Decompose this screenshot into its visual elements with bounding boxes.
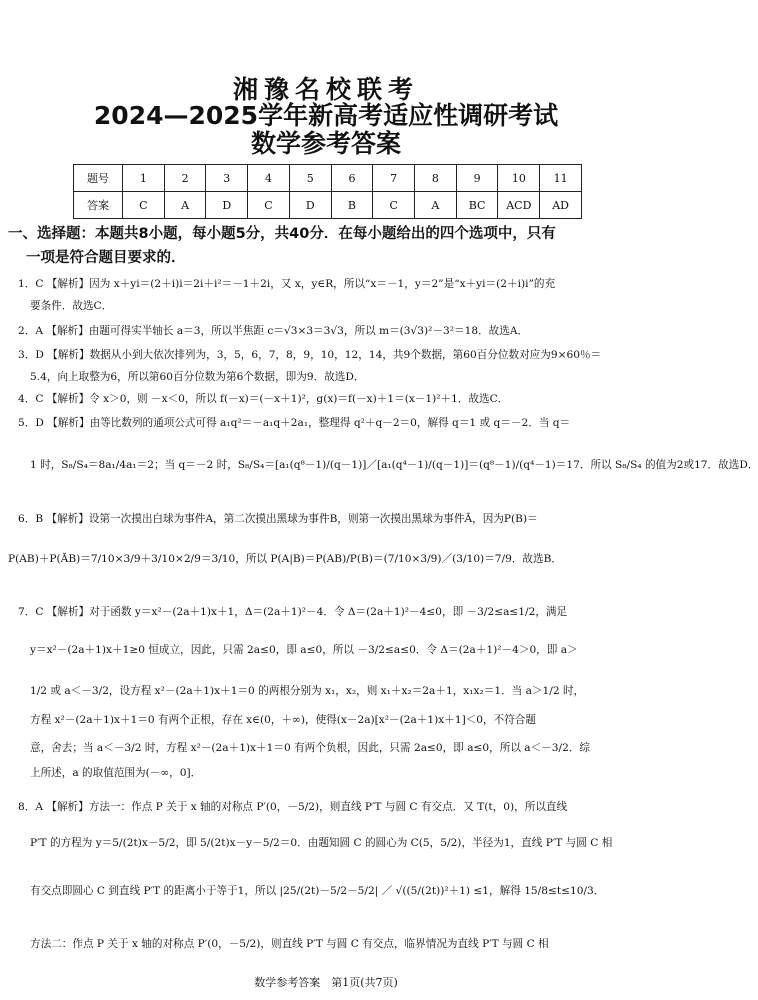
solution-7-line: y＝x²－(2a＋1)x＋1≥0 恒成立，因此，只需 2a≤0，即 a≤0，所以 －3/2≤a≤0．令 Δ＝(2a＋1)²－4＞0，即 a＞ (30, 644, 578, 656)
solution-3-line: 5.4，向上取整为6，所以第60百分位数为第6个数据，即为9．故选D． (30, 371, 365, 383)
solution-7-line: 上所述，a 的取值范围为(－∞，0]． (30, 767, 202, 779)
page-footer: 数学参考答案 第1页(共7页) (254, 976, 398, 989)
answer-cell: B (331, 192, 373, 219)
solution-7-line: 7．C 【解析】对于函数 y＝x²－(2a＋1)x＋1，Δ＝(2a＋1)²－4．令 Δ＝(2a＋1)²－4≤0，即 －3/2≤a≤1/2，满足 (18, 606, 568, 618)
question-number: 11 (540, 165, 582, 192)
solution-8-line: 8．A 【解析】方法一：作点 P 关于 x 轴的对称点 P′(0，－5/2)，则直线 P′T 与圆 C 有交点．又 T(t，0)，所以直线 (18, 801, 568, 813)
answer-cell: C (248, 192, 290, 219)
solution-8-line: 有交点即圆心 C 到直线 P′T 的距离小于等于1，所以 |25/(2t)－5/2－5/2| ／ √((5/(2t))²＋1) ≤1，解得 15/8≤t≤10/3． (30, 885, 605, 897)
solution-8-line: P′T 的方程为 y＝5/(2t)x－5/2，即 5/(2t)x－y－5/2＝0．由题知圆 C 的圆心为 C(5，5/2)，半径为1，直线 P′T 与圆 C 相 (30, 837, 613, 849)
solution-6-line: 6．B 【解析】设第一次摸出白球为事件A，第二次摸出黑球为事件B，则第一次摸出黑球为事件Ā，因为P(B)＝ (18, 513, 538, 525)
solution-1-line: 1．C 【解析】因为 x＋yi＝(2＋i)i＝2i＋i²＝－1＋2i，又 x，y∈R，所以“x＝－1，y＝2”是“x＋yi＝(2＋i)i”的充 (18, 278, 556, 290)
solution-8-line: 方法二：作点 P 关于 x 轴的对称点 P′(0，－5/2)，则直线 P′T 与圆 C 有交点，临界情况为直线 P′T 与圆 C 相 (30, 938, 549, 950)
answer-cell: C (373, 192, 415, 219)
solution-5-line: 1 时，S₈/S₄＝8a₁/4a₁＝2；当 q＝－2 时，S₈/S₄＝[a₁(q⁸－1)/(q－1)]／[a₁(q⁴－1)/(q－1)]＝(q⁸－1)/(q⁴－1)＝17．所以 S₈/S₄ 的值为2或17．故选D． (30, 459, 758, 471)
answer-cell: D (289, 192, 331, 219)
section-heading-continued: 一项是符合题目要求的． (26, 250, 186, 266)
answer-cell: ACD (498, 192, 540, 219)
exam-organization-title: 湘豫名校联考 (232, 75, 419, 104)
question-number: 4 (248, 165, 290, 192)
answer-cell: D (206, 192, 248, 219)
answer-row (74, 192, 582, 219)
solution-3-line: 3．D 【解析】数据从小到大依次排列为，3，5，6，7，8，9，10，12，14，共9个数据，第60百分位数对应为9×60％＝ (18, 349, 602, 361)
solution-1-line: 要条件．故选C． (30, 300, 113, 312)
question-number: 2 (164, 165, 206, 192)
answer-key-table (73, 164, 582, 219)
solution-7-line: 1/2 或 a＜－3/2，设方程 x²－(2a＋1)x＋1＝0 的两根分别为 x₁，x₂，则 x₁＋x₂＝2a＋1，x₁x₂＝1．当 a＞1/2 时， (30, 685, 585, 697)
solution-7-line: 方程 x²－(2a＋1)x＋1＝0 有两个正根，存在 x∈(0，＋∞)，使得(x－2a)[x²－(2a＋1)x＋1]＜0，不符合题 (30, 714, 537, 726)
solution-6-line: P(AB)＋P(ĀB)＝7/10×3/9＋3/10×2/9＝3/10，所以 P(A|B)＝P(AB)/P(B)＝(7/10×3/9)／(3/10)＝7/9．故选B． (8, 553, 562, 565)
question-number: 5 (289, 165, 331, 192)
question-number: 10 (498, 165, 540, 192)
solution-4-line: 4．C 【解析】令 x＞0，则 －x＜0，所以 f(－x)＝(－x＋1)²，g(x)＝f(－x)＋1＝(x－1)²＋1．故选C． (18, 393, 509, 405)
solution-7-line: 意，舍去；当 a＜－3/2 时，方程 x²－(2a＋1)x＋1＝0 有两个负根，因此，只需 2a≤0，即 a≤0，所以 a＜－3/2．综 (30, 742, 591, 754)
answer-header: 答案 (74, 192, 123, 219)
answer-cell: C (123, 192, 165, 219)
question-number: 1 (123, 165, 165, 192)
solution-5-line: 5．D 【解析】由等比数列的通项公式可得 a₁q²＝－a₁q＋2a₁，整理得 q²＋q－2＝0，解得 q＝1 或 q＝－2．当 q＝ (18, 417, 571, 429)
question-number: 7 (373, 165, 415, 192)
answer-cell: A (164, 192, 206, 219)
exam-name-title: 2024—2025学年新高考适应性调研考试 (93, 101, 559, 130)
question-number: 3 (206, 165, 248, 192)
question-number-header: 题号 (74, 165, 123, 192)
section-heading: 一、选择题：本题共8小题，每小题5分，共40分．在每小题给出的四个选项中，只有 (8, 226, 556, 242)
answer-cell: BC (456, 192, 498, 219)
answer-cell: A (415, 192, 457, 219)
solution-2-line: 2．A 【解析】由题可得实半轴长 a＝3，所以半焦距 c＝√3×3＝3√3，所以 m＝(3√3)²－3²＝18．故选A． (18, 325, 529, 337)
question-number: 9 (456, 165, 498, 192)
document-title: 数学参考答案 (250, 129, 401, 158)
question-number-row (74, 165, 582, 192)
question-number: 8 (415, 165, 457, 192)
question-number: 6 (331, 165, 373, 192)
answer-cell: AD (540, 192, 582, 219)
